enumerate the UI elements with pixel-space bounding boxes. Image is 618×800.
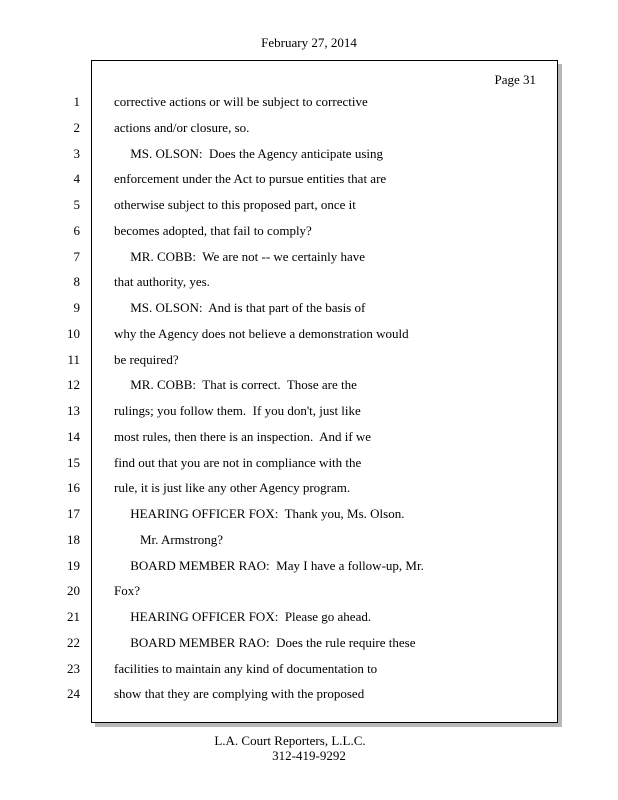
line-text: be required? <box>114 352 179 367</box>
line-text: most rules, then there is an inspection. And if we <box>114 429 372 444</box>
line-text: that authority, yes. <box>114 274 210 289</box>
line-text: why the Agency does not believe a demonstration would <box>114 326 409 341</box>
line-text: MS. OLSON: And is that part of the basis of <box>114 300 366 315</box>
line-number: 17 <box>67 506 80 521</box>
line-text: corrective actions or will be subject to corrective <box>114 94 368 109</box>
line-number: 14 <box>67 429 80 444</box>
line-number: 16 <box>67 480 80 495</box>
line-text: HEARING OFFICER FOX: Please go ahead. <box>114 609 372 624</box>
line-number: 12 <box>67 377 80 392</box>
line-number: 3 <box>73 146 80 161</box>
line-number: 21 <box>67 609 80 624</box>
line-number: 10 <box>67 326 80 341</box>
line-number: 4 <box>73 171 80 186</box>
line-number: 18 <box>67 532 80 547</box>
line-text: Mr. Armstrong? <box>114 532 224 547</box>
line-text: find out that you are not in compliance with the <box>114 455 362 470</box>
line-number: 22 <box>67 635 80 650</box>
line-number: 11 <box>67 352 80 367</box>
line-number: 2 <box>73 120 80 135</box>
line-number: 13 <box>67 403 80 418</box>
line-text: otherwise subject to this proposed part, once it <box>114 197 356 212</box>
line-number: 8 <box>73 274 80 289</box>
line-number: 23 <box>67 661 80 676</box>
line-text: MR. COBB: That is correct. Those are the <box>114 377 357 392</box>
line-number: 5 <box>73 197 80 212</box>
footer-company: L.A. Court Reporters, L.L.C. <box>214 733 366 748</box>
line-number: 7 <box>73 249 80 264</box>
line-text: facilities to maintain any kind of documentation to <box>114 661 378 676</box>
line-text: rule, it is just like any other Agency program. <box>114 480 351 495</box>
line-text: actions and/or closure, so. <box>114 120 250 135</box>
line-text: HEARING OFFICER FOX: Thank you, Ms. Olson. <box>114 506 405 521</box>
line-text: Fox? <box>114 583 140 598</box>
line-number: 1 <box>73 94 80 109</box>
line-text: rulings; you follow them. If you don't, just like <box>114 403 361 418</box>
line-text: MS. OLSON: Does the Agency anticipate using <box>114 146 383 161</box>
line-number: 6 <box>73 223 80 238</box>
line-text: BOARD MEMBER RAO: May I have a follow-up, Mr. <box>114 558 424 573</box>
line-number: 24 <box>67 686 80 701</box>
line-text: BOARD MEMBER RAO: Does the rule require these <box>114 635 416 650</box>
page-number: Page 31 <box>494 72 536 87</box>
line-text: enforcement under the Act to pursue entities that are <box>114 171 387 186</box>
line-number: 19 <box>67 558 80 573</box>
header-date: February 27, 2014 <box>261 35 357 50</box>
line-text: show that they are complying with the proposed <box>114 686 365 701</box>
line-text: becomes adopted, that fail to comply? <box>114 223 312 238</box>
line-number: 15 <box>67 455 80 470</box>
line-number: 9 <box>73 300 80 315</box>
line-text: MR. COBB: We are not -- we certainly have <box>114 249 366 264</box>
line-number: 20 <box>67 583 80 598</box>
footer-phone: 312-419-9292 <box>272 748 346 763</box>
